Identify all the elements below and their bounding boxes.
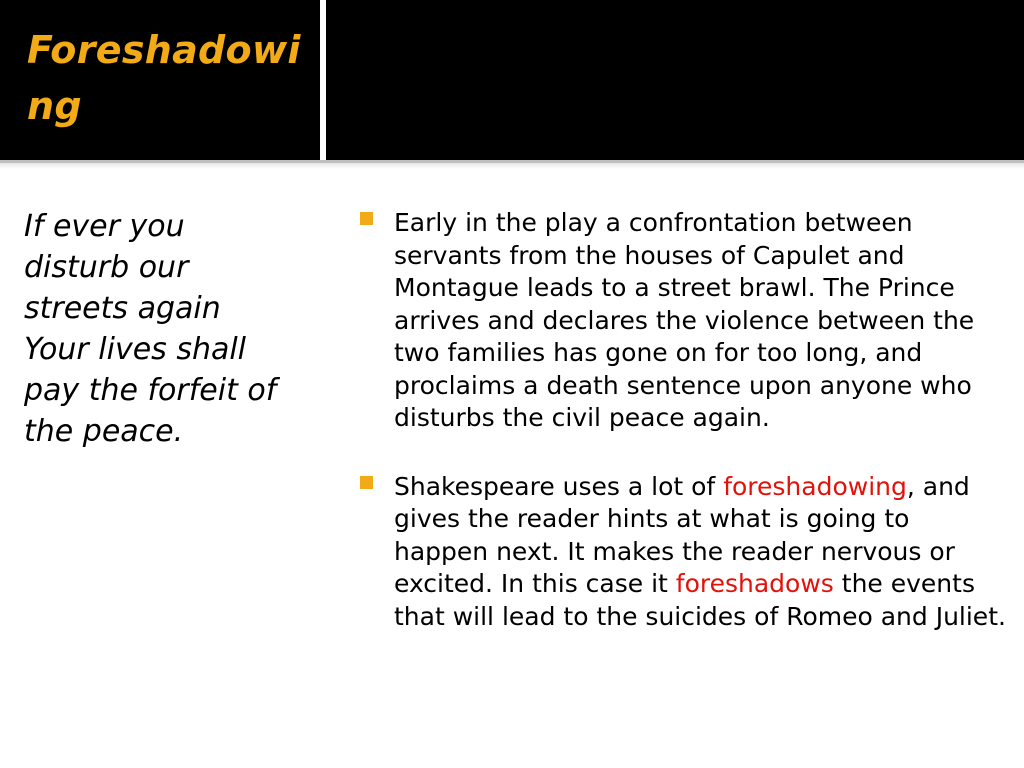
square-bullet-icon <box>360 476 373 489</box>
highlight-foreshadows: foreshadows <box>675 569 834 598</box>
slide-title: Foreshadowing <box>27 28 301 128</box>
bullet-list <box>356 207 1006 633</box>
bullet-item-foreshadowing <box>356 471 1006 634</box>
header-divider-shadow <box>0 163 1024 169</box>
highlight-foreshadowing: foreshadowing <box>723 471 907 501</box>
bullet-text-part1: Shakespeare uses a lot of <box>394 471 724 501</box>
square-bullet-icon <box>360 212 373 225</box>
prince-quote: If ever you disturb our streets again Your lives shall pay the forfeit of the peace. <box>24 209 277 449</box>
bullet-text-brawl: Early in the play a confrontation between servants from the houses of Capulet and Montague leads to a street brawl. The Prince arrives and declares the violence between the two families has gone on for too long, and proclaims a death sentence upon anyone who disturbs the civil peace again. <box>394 208 975 432</box>
bullet-text-part2: , and gives the reader hints at what is going to happen next. It makes the reader nervous or excited. In this case it <box>394 471 970 598</box>
bullet-text-part3: the events that will lead to the suicides of Romeo and Juliet. <box>394 569 1006 631</box>
title-panel <box>0 0 320 160</box>
bullet-item-brawl <box>356 207 1006 435</box>
header-black-panel <box>326 0 1024 160</box>
